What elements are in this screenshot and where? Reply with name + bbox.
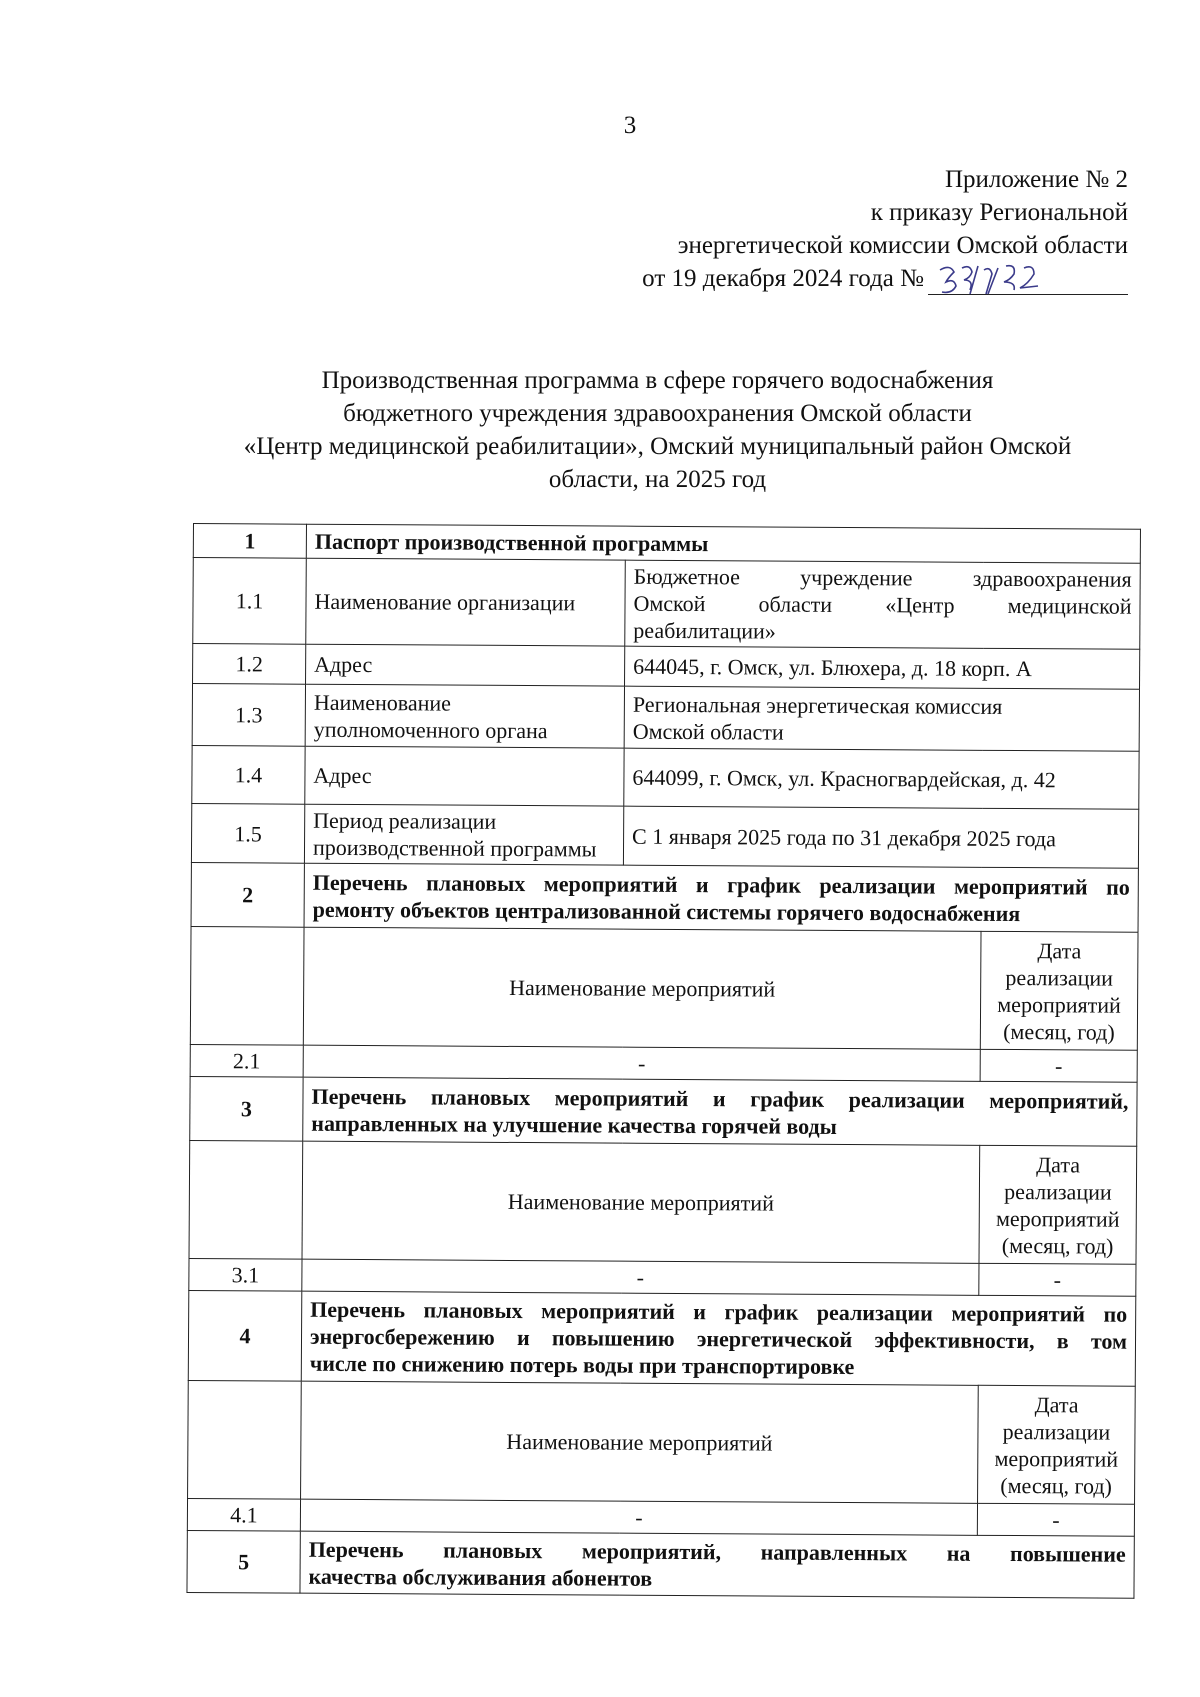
row-value: 644045, г. Омск, ул. Блюхера, д. 18 корп. А (625, 646, 1140, 689)
row-label: Адрес (305, 746, 624, 806)
section-row-4 (188, 1290, 1136, 1386)
row-value (624, 686, 1139, 751)
row-date: - (980, 1049, 1137, 1082)
section-title-line: числе по снижению потерь воды при транспортировке (309, 1350, 855, 1380)
date-header-line: реализации (1004, 1178, 1112, 1205)
column-header-row (190, 926, 1138, 1050)
row-number: 1.2 (193, 644, 306, 685)
row-date: - (977, 1503, 1134, 1536)
date-header-line: (месяц, год) (1003, 1018, 1115, 1045)
label-line: уполномоченного органа (313, 716, 548, 743)
row-value: - (300, 1499, 977, 1535)
row-label: Адрес (306, 644, 625, 686)
date-header-line: Дата (1037, 937, 1082, 963)
section-number: 4 (188, 1290, 302, 1381)
section-title-line: ремонту объектов централизованной системы горячего водоснабжения (312, 896, 1021, 926)
date-header-line: реализации (1002, 1418, 1111, 1445)
section-row-1 (193, 524, 1140, 564)
section-number: 3 (190, 1076, 303, 1141)
label-line: Период реализации (313, 807, 497, 834)
appendix-line-4 (508, 262, 1128, 295)
row-value: С 1 января 2025 года по 31 декабря 2025 года (623, 806, 1138, 868)
section-title (304, 863, 1138, 932)
section-row-5 (187, 1530, 1134, 1598)
row-value: 644099, г. Омск, ул. Красногвардейская, д. 42 (624, 748, 1139, 809)
date-header-line: мероприятий (994, 1445, 1119, 1472)
title-line-1: Производственная программа в сфере горячего водоснабжения (321, 367, 994, 394)
column-header-name: Наименование мероприятий (301, 1381, 979, 1503)
row-value: - (303, 1045, 980, 1081)
section-number: 1 (193, 524, 306, 559)
section-title-line: энергосбережению и повышению энергетической эффективности, в том (309, 1323, 1128, 1354)
section-row-2 (191, 862, 1138, 932)
row-number: 4.1 (187, 1498, 300, 1531)
row-number: 1.4 (192, 745, 305, 804)
table-row (191, 803, 1138, 868)
row-date: - (979, 1263, 1136, 1296)
section-title-line: Перечень плановых мероприятий и график реализации мероприятий по (310, 1296, 1128, 1327)
empty-cell (190, 926, 304, 1045)
section-number: 2 (191, 862, 304, 927)
title-line-3: «Центр медицинской реабилитации», Омский муниципальный район Омской (243, 433, 1072, 460)
row-number: 1.5 (191, 803, 304, 863)
value-line: Региональная энергетическая комиссия (632, 691, 1003, 719)
row-label: Наименование организации (306, 558, 626, 646)
section-title: Паспорт производственной программы (306, 524, 1140, 563)
section-title (300, 1531, 1134, 1598)
date-header-line: Дата (1034, 1391, 1079, 1417)
order-date-prefix: от 19 декабря 2024 года № (642, 265, 924, 292)
date-header-line: (месяц, год) (1000, 1472, 1113, 1499)
title-line-4: области, на 2025 год (548, 466, 767, 493)
section-title-line: Перечень плановых мероприятий, направленных на повышение (308, 1536, 1126, 1567)
appendix-line-3: энергетической комиссии Омской области (677, 232, 1128, 259)
section-number: 5 (187, 1530, 300, 1593)
empty-cell (189, 1140, 303, 1259)
table-row (193, 558, 1141, 650)
column-header-row (189, 1140, 1137, 1264)
row-value (625, 560, 1141, 649)
column-header-date (980, 931, 1138, 1050)
section-title-line: Перечень плановых мероприятий и график реализации мероприятий по (312, 869, 1130, 900)
handwritten-order-number-icon (928, 260, 1128, 296)
program-passport-table (186, 523, 1141, 1599)
column-header-date (979, 1145, 1137, 1264)
title-line-2: бюджетного учреждения здравоохранения Омской области (343, 400, 972, 427)
appendix-line-2: к приказу Региональной (870, 199, 1128, 226)
row-number: 1.1 (193, 558, 307, 645)
date-header-line: мероприятий (995, 1205, 1120, 1232)
section-title-line: Перечень плановых мероприятий и график реализации мероприятий, (311, 1083, 1129, 1114)
row-value: - (302, 1259, 979, 1295)
date-header-line: Дата (1036, 1151, 1081, 1177)
table-row (193, 644, 1140, 690)
row-label (304, 804, 623, 865)
table-row (192, 684, 1139, 752)
row-number: 2.1 (190, 1044, 303, 1077)
appendix-line-1: Приложение № 2 (944, 166, 1128, 193)
date-header-line: мероприятий (997, 991, 1121, 1018)
section-title-line: качества обслуживания абонентов (308, 1563, 653, 1591)
column-header-name: Наименование мероприятий (303, 927, 981, 1049)
date-header-line: (месяц, год) (1001, 1232, 1114, 1259)
value-line: Омской области (632, 718, 784, 745)
empty-cell (188, 1380, 302, 1499)
section-title (303, 1077, 1137, 1146)
value-line: Бюджетное учреждение здравоохранения (633, 563, 1132, 592)
value-line: реабилитации» (633, 617, 776, 644)
section-title-line: направленных на улучшение качества горячей воды (311, 1110, 837, 1139)
column-header-row (188, 1380, 1136, 1504)
row-number: 3.1 (189, 1258, 302, 1291)
label-line: Наименование (313, 689, 452, 716)
appendix-header (508, 163, 1128, 295)
column-header-date (978, 1385, 1136, 1504)
column-header-name: Наименование мероприятий (302, 1141, 980, 1263)
order-number-field (928, 264, 1128, 295)
value-line: Омской области «Центр медицинской (633, 590, 1132, 619)
label-line: производственной программы (312, 834, 597, 862)
row-label (305, 684, 624, 748)
table-row (192, 745, 1139, 809)
document-title (170, 364, 1145, 496)
page-number: 3 (623, 112, 637, 139)
section-title (301, 1291, 1136, 1386)
date-header-line: реализации (1005, 964, 1114, 991)
row-number: 1.3 (192, 684, 305, 747)
section-row-3 (190, 1076, 1137, 1146)
